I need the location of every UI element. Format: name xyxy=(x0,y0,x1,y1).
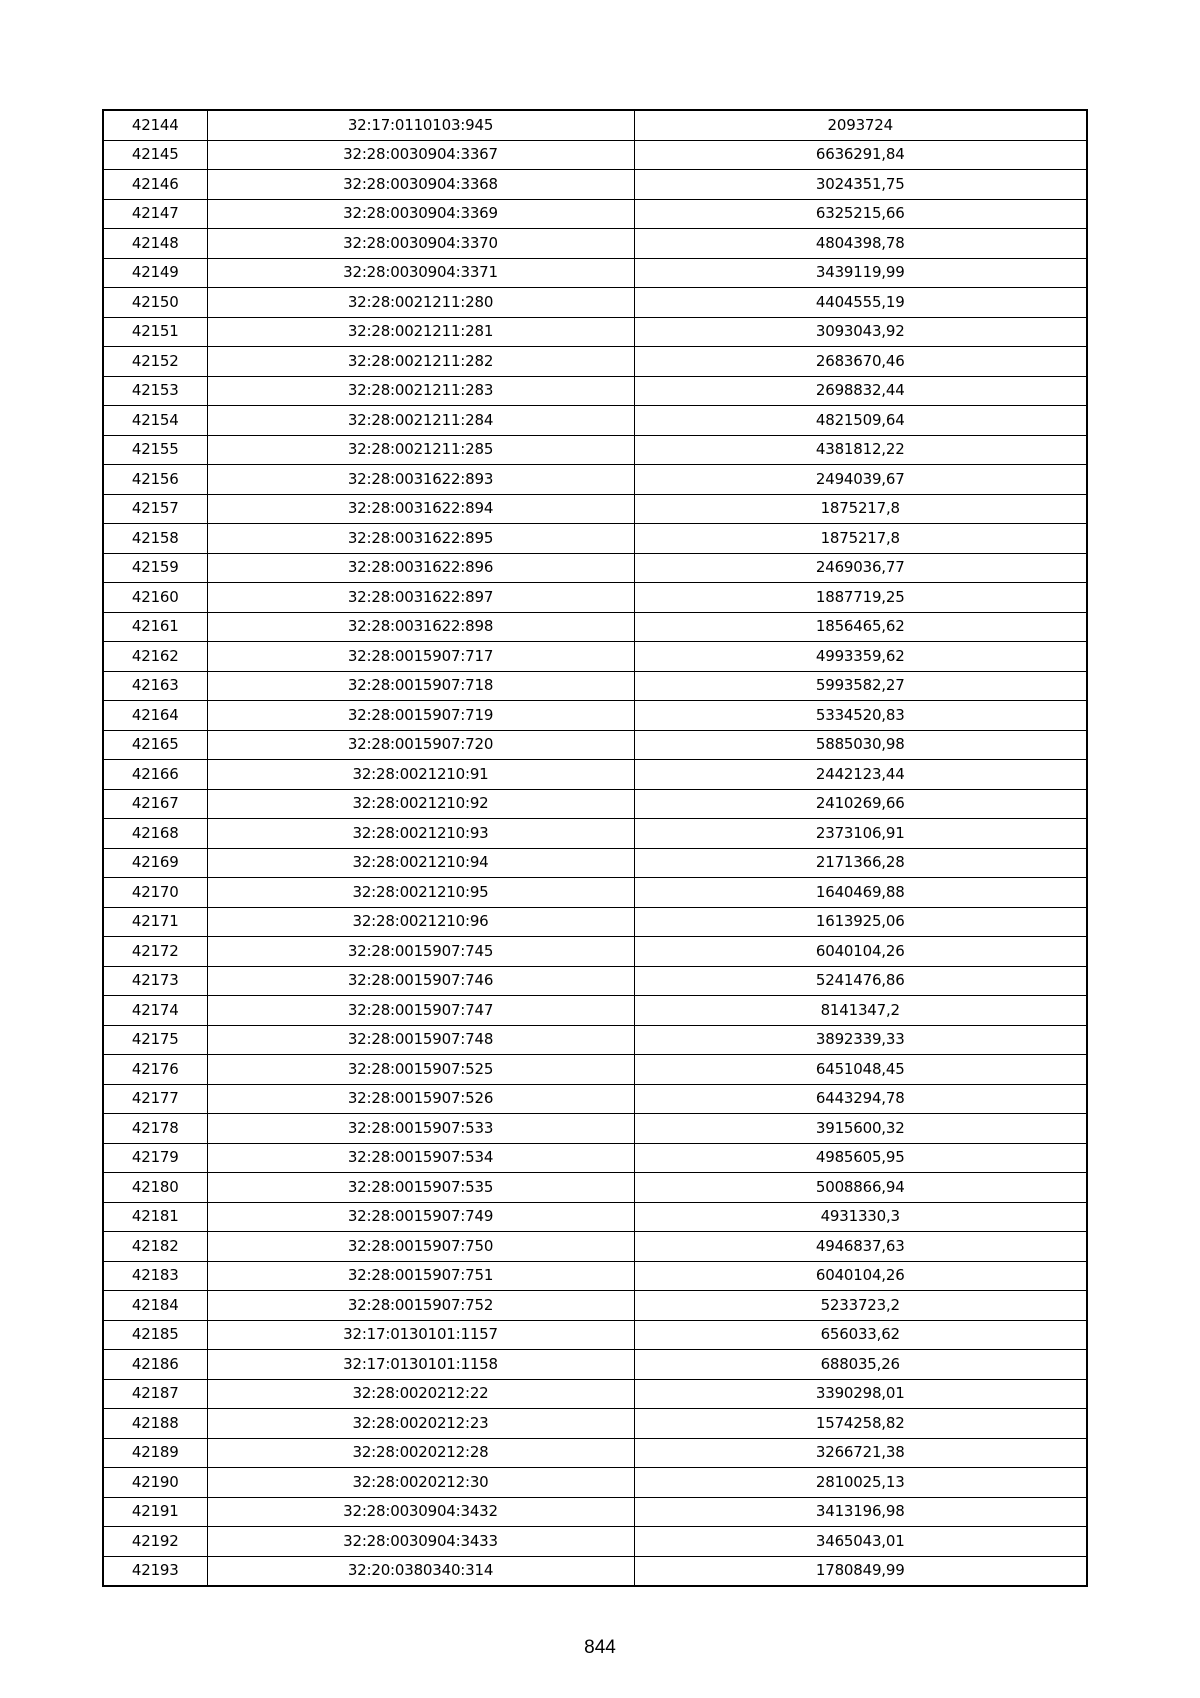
row-number-cell: 42152 xyxy=(103,347,207,377)
value-cell: 2410269,66 xyxy=(634,789,1087,819)
row-number-cell: 42160 xyxy=(103,583,207,613)
table-row xyxy=(103,1468,1087,1498)
table-row xyxy=(103,258,1087,288)
cadastral-number-cell: 32:28:0031622:893 xyxy=(207,465,634,495)
cadastral-number-cell: 32:28:0031622:894 xyxy=(207,494,634,524)
row-number-cell: 42177 xyxy=(103,1084,207,1114)
row-number-cell: 42181 xyxy=(103,1202,207,1232)
value-cell: 3465043,01 xyxy=(634,1527,1087,1557)
value-cell: 5993582,27 xyxy=(634,671,1087,701)
cadastral-number-cell: 32:28:0031622:897 xyxy=(207,583,634,613)
value-cell: 5334520,83 xyxy=(634,701,1087,731)
cadastral-number-cell: 32:28:0015907:751 xyxy=(207,1261,634,1291)
cadastral-number-cell: 32:28:0030904:3371 xyxy=(207,258,634,288)
table-row xyxy=(103,435,1087,465)
table-row xyxy=(103,140,1087,170)
value-cell: 3390298,01 xyxy=(634,1379,1087,1409)
cadastral-number-cell: 32:28:0015907:526 xyxy=(207,1084,634,1114)
row-number-cell: 42178 xyxy=(103,1114,207,1144)
cadastral-number-cell: 32:28:0015907:746 xyxy=(207,966,634,996)
cadastral-number-cell: 32:28:0031622:898 xyxy=(207,612,634,642)
cadastral-number-cell: 32:28:0021211:280 xyxy=(207,288,634,318)
cadastral-number-cell: 32:17:0130101:1158 xyxy=(207,1350,634,1380)
value-cell: 8141347,2 xyxy=(634,996,1087,1026)
table-row xyxy=(103,966,1087,996)
row-number-cell: 42185 xyxy=(103,1320,207,1350)
table-row xyxy=(103,1409,1087,1439)
cadastral-number-cell: 32:28:0030904:3367 xyxy=(207,140,634,170)
table-row xyxy=(103,1025,1087,1055)
cadastral-number-cell: 32:28:0031622:896 xyxy=(207,553,634,583)
value-cell: 2810025,13 xyxy=(634,1468,1087,1498)
row-number-cell: 42174 xyxy=(103,996,207,1026)
table-row xyxy=(103,317,1087,347)
table-row xyxy=(103,937,1087,967)
row-number-cell: 42156 xyxy=(103,465,207,495)
cadastral-number-cell: 32:28:0021210:96 xyxy=(207,907,634,937)
row-number-cell: 42180 xyxy=(103,1173,207,1203)
table-row xyxy=(103,170,1087,200)
table-row xyxy=(103,524,1087,554)
table-row xyxy=(103,1202,1087,1232)
cadastral-number-cell: 32:28:0031622:895 xyxy=(207,524,634,554)
row-number-cell: 42192 xyxy=(103,1527,207,1557)
value-cell: 1856465,62 xyxy=(634,612,1087,642)
cadastral-number-cell: 32:28:0021211:284 xyxy=(207,406,634,436)
value-cell: 2469036,77 xyxy=(634,553,1087,583)
row-number-cell: 42170 xyxy=(103,878,207,908)
value-cell: 5233723,2 xyxy=(634,1291,1087,1321)
value-cell: 5008866,94 xyxy=(634,1173,1087,1203)
row-number-cell: 42169 xyxy=(103,848,207,878)
cadastral-number-cell: 32:28:0015907:752 xyxy=(207,1291,634,1321)
cadastral-number-cell: 32:28:0015907:525 xyxy=(207,1055,634,1085)
table-row xyxy=(103,612,1087,642)
row-number-cell: 42191 xyxy=(103,1497,207,1527)
cadastral-number-cell: 32:28:0015907:748 xyxy=(207,1025,634,1055)
table-row xyxy=(103,730,1087,760)
table-row xyxy=(103,1320,1087,1350)
cadastral-number-cell: 32:28:0021210:92 xyxy=(207,789,634,819)
row-number-cell: 42150 xyxy=(103,288,207,318)
table-row xyxy=(103,671,1087,701)
cadastral-number-cell: 32:28:0021211:282 xyxy=(207,347,634,377)
table-row xyxy=(103,848,1087,878)
table-row xyxy=(103,701,1087,731)
value-cell: 4404555,19 xyxy=(634,288,1087,318)
value-cell: 3915600,32 xyxy=(634,1114,1087,1144)
value-cell: 1640469,88 xyxy=(634,878,1087,908)
cadastral-number-cell: 32:28:0030904:3369 xyxy=(207,199,634,229)
table-row xyxy=(103,110,1087,140)
row-number-cell: 42162 xyxy=(103,642,207,672)
value-cell: 3266721,38 xyxy=(634,1438,1087,1468)
value-cell: 3892339,33 xyxy=(634,1025,1087,1055)
value-cell: 2494039,67 xyxy=(634,465,1087,495)
row-number-cell: 42176 xyxy=(103,1055,207,1085)
row-number-cell: 42163 xyxy=(103,671,207,701)
value-cell: 6040104,26 xyxy=(634,937,1087,967)
table-row xyxy=(103,819,1087,849)
table-row xyxy=(103,789,1087,819)
table-row xyxy=(103,1232,1087,1262)
row-number-cell: 42187 xyxy=(103,1379,207,1409)
table-row xyxy=(103,199,1087,229)
table-row xyxy=(103,1055,1087,1085)
value-cell: 4381812,22 xyxy=(634,435,1087,465)
value-cell: 2442123,44 xyxy=(634,760,1087,790)
value-cell: 2373106,91 xyxy=(634,819,1087,849)
row-number-cell: 42155 xyxy=(103,435,207,465)
row-number-cell: 42161 xyxy=(103,612,207,642)
table-row xyxy=(103,553,1087,583)
value-cell: 2683670,46 xyxy=(634,347,1087,377)
value-cell: 3093043,92 xyxy=(634,317,1087,347)
value-cell: 2171366,28 xyxy=(634,848,1087,878)
value-cell: 2093724 xyxy=(634,110,1087,140)
row-number-cell: 42193 xyxy=(103,1556,207,1586)
cadastral-number-cell: 32:28:0015907:720 xyxy=(207,730,634,760)
row-number-cell: 42147 xyxy=(103,199,207,229)
table-row xyxy=(103,347,1087,377)
table-row xyxy=(103,1556,1087,1586)
cadastral-number-cell: 32:17:0130101:1157 xyxy=(207,1320,634,1350)
row-number-cell: 42189 xyxy=(103,1438,207,1468)
cadastral-number-cell: 32:28:0015907:745 xyxy=(207,937,634,967)
cadastral-number-cell: 32:28:0021211:285 xyxy=(207,435,634,465)
value-cell: 4985605,95 xyxy=(634,1143,1087,1173)
cadastral-number-cell: 32:28:0015907:535 xyxy=(207,1173,634,1203)
value-cell: 5241476,86 xyxy=(634,966,1087,996)
row-number-cell: 42148 xyxy=(103,229,207,259)
row-number-cell: 42171 xyxy=(103,907,207,937)
cadastral-number-cell: 32:28:0021210:93 xyxy=(207,819,634,849)
page-number: 844 xyxy=(584,1637,616,1658)
value-cell: 1613925,06 xyxy=(634,907,1087,937)
cadastral-value-table xyxy=(102,109,1088,1587)
cadastral-number-cell: 32:28:0021210:95 xyxy=(207,878,634,908)
row-number-cell: 42167 xyxy=(103,789,207,819)
row-number-cell: 42144 xyxy=(103,110,207,140)
row-number-cell: 42159 xyxy=(103,553,207,583)
table-row xyxy=(103,907,1087,937)
cadastral-number-cell: 32:28:0021210:91 xyxy=(207,760,634,790)
table-row xyxy=(103,1527,1087,1557)
cadastral-number-cell: 32:28:0020212:30 xyxy=(207,1468,634,1498)
value-cell: 1875217,8 xyxy=(634,494,1087,524)
cadastral-number-cell: 32:28:0020212:28 xyxy=(207,1438,634,1468)
cadastral-number-cell: 32:28:0030904:3368 xyxy=(207,170,634,200)
table-row xyxy=(103,376,1087,406)
cadastral-number-cell: 32:28:0015907:533 xyxy=(207,1114,634,1144)
value-cell: 1780849,99 xyxy=(634,1556,1087,1586)
value-cell: 4804398,78 xyxy=(634,229,1087,259)
row-number-cell: 42164 xyxy=(103,701,207,731)
table-row xyxy=(103,583,1087,613)
table-row xyxy=(103,1173,1087,1203)
table-row xyxy=(103,1143,1087,1173)
value-cell: 6040104,26 xyxy=(634,1261,1087,1291)
row-number-cell: 42182 xyxy=(103,1232,207,1262)
row-number-cell: 42158 xyxy=(103,524,207,554)
table-row xyxy=(103,996,1087,1026)
value-cell: 3439119,99 xyxy=(634,258,1087,288)
value-cell: 688035,26 xyxy=(634,1350,1087,1380)
cadastral-number-cell: 32:28:0021211:283 xyxy=(207,376,634,406)
value-cell: 6451048,45 xyxy=(634,1055,1087,1085)
table-row xyxy=(103,406,1087,436)
cadastral-number-cell: 32:28:0015907:747 xyxy=(207,996,634,1026)
table-row xyxy=(103,760,1087,790)
table-row xyxy=(103,1291,1087,1321)
row-number-cell: 42146 xyxy=(103,170,207,200)
row-number-cell: 42190 xyxy=(103,1468,207,1498)
value-cell: 656033,62 xyxy=(634,1320,1087,1350)
cadastral-number-cell: 32:28:0030904:3370 xyxy=(207,229,634,259)
cadastral-number-cell: 32:17:0110103:945 xyxy=(207,110,634,140)
value-cell: 4931330,3 xyxy=(634,1202,1087,1232)
value-cell: 1887719,25 xyxy=(634,583,1087,613)
row-number-cell: 42151 xyxy=(103,317,207,347)
table-row xyxy=(103,1497,1087,1527)
table-row xyxy=(103,642,1087,672)
cadastral-number-cell: 32:28:0021210:94 xyxy=(207,848,634,878)
value-cell: 4821509,64 xyxy=(634,406,1087,436)
row-number-cell: 42154 xyxy=(103,406,207,436)
row-number-cell: 42179 xyxy=(103,1143,207,1173)
row-number-cell: 42157 xyxy=(103,494,207,524)
row-number-cell: 42173 xyxy=(103,966,207,996)
value-cell: 1574258,82 xyxy=(634,1409,1087,1439)
value-cell: 5885030,98 xyxy=(634,730,1087,760)
value-cell: 3413196,98 xyxy=(634,1497,1087,1527)
value-cell: 6325215,66 xyxy=(634,199,1087,229)
row-number-cell: 42168 xyxy=(103,819,207,849)
cadastral-number-cell: 32:28:0015907:749 xyxy=(207,1202,634,1232)
row-number-cell: 42153 xyxy=(103,376,207,406)
cadastral-number-cell: 32:28:0015907:750 xyxy=(207,1232,634,1262)
table-row xyxy=(103,1084,1087,1114)
cadastral-number-cell: 32:28:0021211:281 xyxy=(207,317,634,347)
row-number-cell: 42175 xyxy=(103,1025,207,1055)
row-number-cell: 42165 xyxy=(103,730,207,760)
table-row xyxy=(103,288,1087,318)
cadastral-number-cell: 32:28:0015907:717 xyxy=(207,642,634,672)
table-row xyxy=(103,1261,1087,1291)
value-cell: 6636291,84 xyxy=(634,140,1087,170)
table-row xyxy=(103,1350,1087,1380)
cadastral-number-cell: 32:20:0380340:314 xyxy=(207,1556,634,1586)
value-cell: 2698832,44 xyxy=(634,376,1087,406)
value-cell: 1875217,8 xyxy=(634,524,1087,554)
value-cell: 4993359,62 xyxy=(634,642,1087,672)
table-row xyxy=(103,465,1087,495)
value-cell: 3024351,75 xyxy=(634,170,1087,200)
value-cell: 4946837,63 xyxy=(634,1232,1087,1262)
cadastral-number-cell: 32:28:0020212:23 xyxy=(207,1409,634,1439)
row-number-cell: 42184 xyxy=(103,1291,207,1321)
row-number-cell: 42149 xyxy=(103,258,207,288)
row-number-cell: 42188 xyxy=(103,1409,207,1439)
table-row xyxy=(103,1114,1087,1144)
row-number-cell: 42145 xyxy=(103,140,207,170)
value-cell: 6443294,78 xyxy=(634,1084,1087,1114)
cadastral-number-cell: 32:28:0030904:3433 xyxy=(207,1527,634,1557)
cadastral-number-cell: 32:28:0020212:22 xyxy=(207,1379,634,1409)
table-row xyxy=(103,1438,1087,1468)
cadastral-number-cell: 32:28:0030904:3432 xyxy=(207,1497,634,1527)
cadastral-number-cell: 32:28:0015907:718 xyxy=(207,671,634,701)
table-row xyxy=(103,494,1087,524)
row-number-cell: 42186 xyxy=(103,1350,207,1380)
table-row xyxy=(103,878,1087,908)
table-row xyxy=(103,1379,1087,1409)
table-row xyxy=(103,229,1087,259)
table-body xyxy=(103,110,1087,1586)
row-number-cell: 42166 xyxy=(103,760,207,790)
row-number-cell: 42183 xyxy=(103,1261,207,1291)
cadastral-number-cell: 32:28:0015907:719 xyxy=(207,701,634,731)
cadastral-number-cell: 32:28:0015907:534 xyxy=(207,1143,634,1173)
row-number-cell: 42172 xyxy=(103,937,207,967)
